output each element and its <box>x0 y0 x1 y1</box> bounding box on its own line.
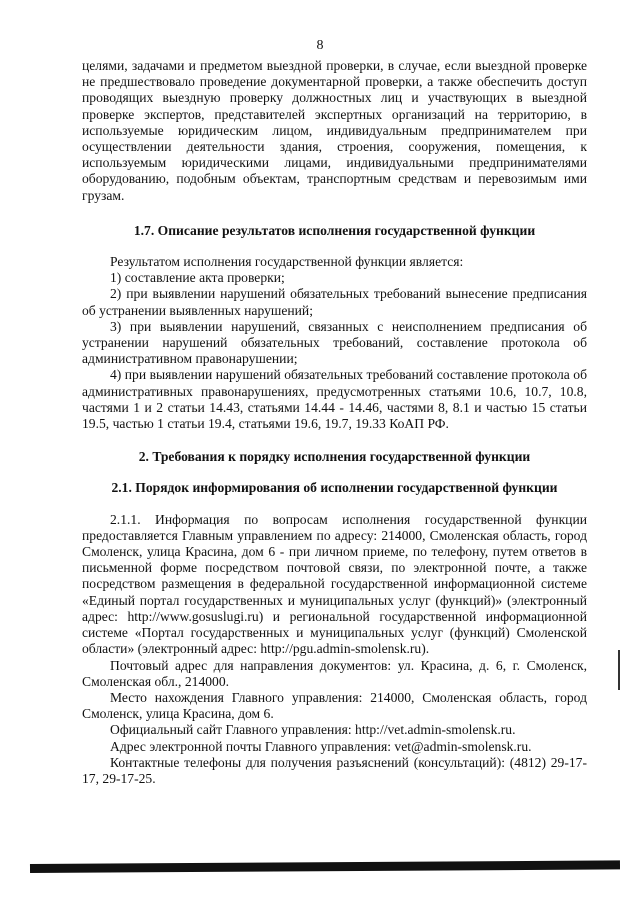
paragraph-postal-address: Почтовый адрес для направления документов: ул. Красина, д. 6, г. Смоленск, Смоленская обл., 214000. <box>82 657 587 689</box>
paragraph-2-1-1: 2.1.1. Информация по вопросам исполнения государственной функции предоставляется Главным управлением по адресу: 214000, Смоленская область, город Смоленск, улица Красина, дом 6 - при личном приеме, по телефону, путем ответов в письменной форме посредством почтовой связи, по электронной почте, а также посредством размещения в федеральной государственной информационной системе «Единый портал государственных и муниципальных услуг (функций)» (электронный адрес: http://www.gosuslugi.ru) и региональной государственной информационной системе «Портал государственных и муниципальных услуг (функций) Смоленской области» (электронный адрес: http://pgu.admin-smolensk.ru). <box>82 511 587 657</box>
section-heading-2: 2. Требования к порядку исполнения государственной функции <box>138 449 531 465</box>
scan-bottom-edge <box>30 860 620 873</box>
paragraph-contact-phones: Контактные телефоны для получения разъяснений (консультаций): (4812) 29-17-17, 29-17-25. <box>82 754 587 786</box>
page-number: 8 <box>316 38 324 53</box>
document-body <box>82 58 587 787</box>
list-item-result-4: 4) при выявлении нарушений обязательных требований составление протокола об административных правонарушениях, предусмотренных статьями 10.6, 10.7, 10.8, частями 1 и 2 статьи 14.43, статьями 14.44 - 14.46, частями 8, 8.1 и частью 15 статьи 19.5, частью 1 статьи 19.4, статьями 19.6, 19.7, 19.33 КоАП РФ. <box>82 367 587 432</box>
list-item-result-1: 1) составление акта проверки; <box>110 270 285 286</box>
list-item-result-3: 3) при выявлении нарушений, связанных с неисполнением предписания об устранении нарушений обязательных требований, составление протокола об административном правонарушении; <box>82 318 587 367</box>
paragraph-result-intro: Результатом исполнения государственной функции является: <box>110 254 464 270</box>
section-heading-1-7: 1.7. Описание результатов исполнения государственной функции <box>133 222 536 238</box>
paragraph-location: Место нахождения Главного управления: 214000, Смоленская область, город Смоленск, улица Красина, дом 6. <box>82 689 587 722</box>
section-heading-2-1: 2.1. Порядок информирования об исполнении государственной функции <box>111 480 558 496</box>
paragraph-continuation: целями, задачами и предметом выездной проверки, в случае, если выездной проверке не предшествовало проведение документарной проверки, а также обеспечить доступ проводящих выездную проверку должностных лиц и участвующих в выездной проверке экспертов, представителей экспертных организаций на территорию, в используемые юридическим лицом, индивидуальным предпринимателем при осуществлении деятельности здания, строения, сооружения, помещения, к используемым юридическими лицами, индивидуальными предпринимателями оборудованию, подобным объектам, транспортным средствам и перевозимым ими грузам. <box>82 58 587 203</box>
list-item-result-2: 2) при выявлении нарушений обязательных требований вынесение предписания об устранении выявленных нарушений; <box>82 286 587 318</box>
paragraph-official-site: Официальный сайт Главного управления: http://vet.admin-smolensk.ru. <box>110 722 516 738</box>
paragraph-email: Адрес электронной почты Главного управления: vet@admin-smolensk.ru. <box>110 738 532 754</box>
scan-edge-mark <box>618 650 620 690</box>
